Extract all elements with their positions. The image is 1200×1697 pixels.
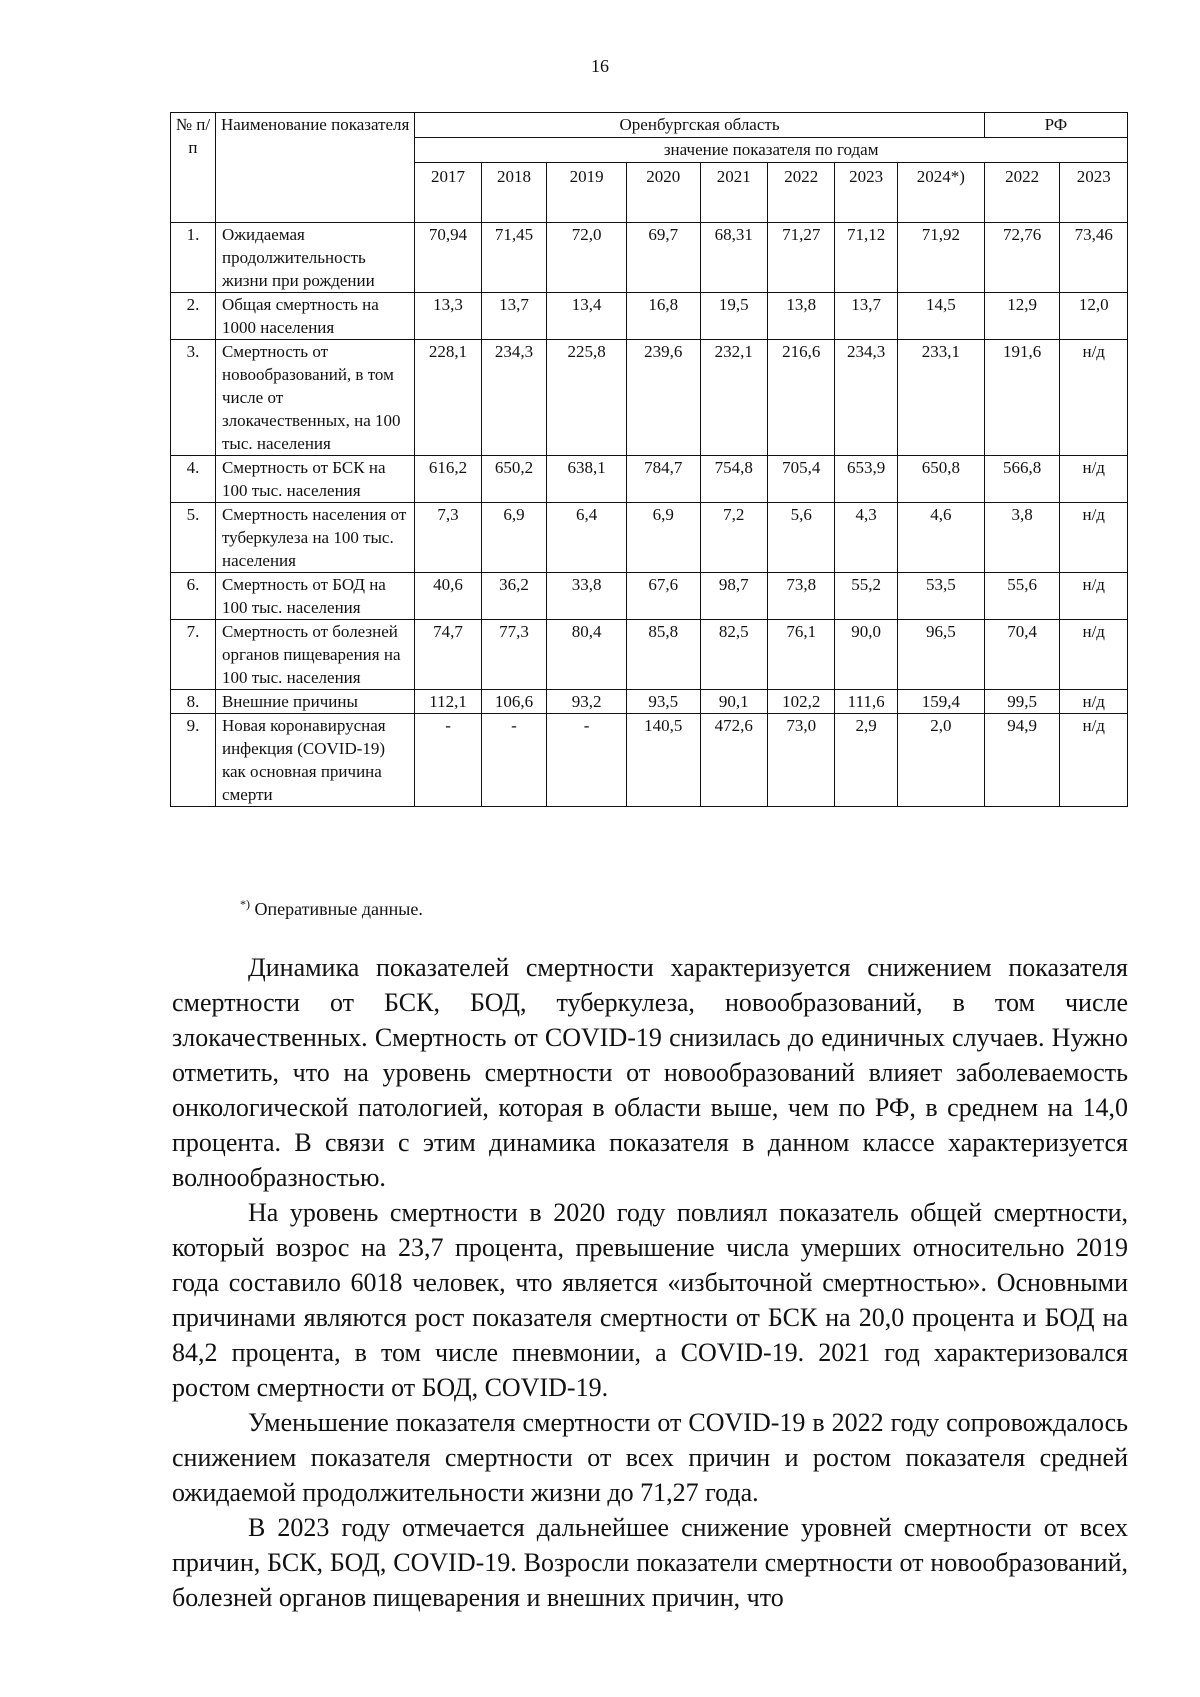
paragraph: Уменьшение показателя смертности от COVID-19 в 2022 году сопровождалось снижением показателя смертности от всех причин и ростом показателя средней ожидаемой продолжительности жизни до 71,27 года. (172, 1408, 1128, 1507)
row-indicator-name: Смертность населения от туберкулеза на 100 тыс. населения (215, 503, 414, 573)
table-cell: 40,6 (415, 573, 481, 620)
table-cell: 6,9 (481, 503, 546, 573)
table-cell: 2,9 (835, 714, 897, 807)
table-cell: 112,1 (415, 690, 481, 714)
header-year: 2024*) (897, 163, 984, 223)
table-cell: 12,9 (984, 293, 1060, 340)
paragraph: В 2023 году отмечается дальнейшее снижение уровней смертности от всех причин, БСК, БОД, COVID-19. Возросли показатели смертности от новообразований, болезней органов пищеварения и внешних причин, что (172, 1513, 1128, 1612)
table-cell: 106,6 (481, 690, 546, 714)
table-cell: 72,0 (547, 223, 627, 293)
table-cell: 67,6 (626, 573, 700, 620)
header-year: 2017 (415, 163, 481, 223)
table-cell: 650,8 (897, 456, 984, 503)
row-number: 9. (171, 714, 216, 807)
table-row (171, 573, 1128, 620)
table-cell: 73,8 (768, 573, 835, 620)
table-cell: н/д (1060, 690, 1128, 714)
table-cell: 2,0 (897, 714, 984, 807)
table-cell: 216,6 (768, 340, 835, 456)
row-number: 4. (171, 456, 216, 503)
table-cell: 90,1 (700, 690, 767, 714)
table-cell: 55,6 (984, 573, 1060, 620)
table-cell: 69,7 (626, 223, 700, 293)
table-cell: 90,0 (835, 620, 897, 690)
row-indicator-name: Смертность от БОД на 100 тыс. населения (215, 573, 414, 620)
header-year: 2022 (984, 163, 1060, 223)
table-cell: 71,45 (481, 223, 546, 293)
table-row (171, 690, 1128, 714)
table-cell: 650,2 (481, 456, 546, 503)
row-number: 2. (171, 293, 216, 340)
table-cell: 12,0 (1060, 293, 1128, 340)
paragraph: Динамика показателей смертности характеризуется снижением показателя смертности от БСК, БОД, туберкулеза, новообразований, в том числе злокачественных. Смертность от COVID-19 снизилась до единичных случаев. Нужно отметить, что на уровень смертности от новообразований влияет заболеваемость онкологической патологией, которая в области выше, чем по РФ, в среднем на 14,0 процента. В связи с этим динамика показателя в данном классе характеризуется волнообразностью. (172, 953, 1128, 1192)
table-cell: 784,7 (626, 456, 700, 503)
header-name: Наименование показателя (215, 113, 414, 223)
table-cell: 566,8 (984, 456, 1060, 503)
table-cell: 14,5 (897, 293, 984, 340)
table-cell: 99,5 (984, 690, 1060, 714)
table-cell: 239,6 (626, 340, 700, 456)
table-row (171, 503, 1128, 573)
table-cell: 93,5 (626, 690, 700, 714)
table-cell: 638,1 (547, 456, 627, 503)
table-cell: 228,1 (415, 340, 481, 456)
table-cell: н/д (1060, 714, 1128, 807)
header-year: 2020 (626, 163, 700, 223)
table-row (171, 293, 1128, 340)
row-number: 5. (171, 503, 216, 573)
header-rf: РФ (984, 113, 1127, 138)
table-cell: 96,5 (897, 620, 984, 690)
table-cell: 4,6 (897, 503, 984, 573)
table-row (171, 620, 1128, 690)
footnote-text: Оперативные данные. (250, 899, 423, 919)
table-row (171, 714, 1128, 807)
table-cell: 4,3 (835, 503, 897, 573)
table-row (171, 223, 1128, 293)
header-year: 2023 (835, 163, 897, 223)
table-cell: 7,2 (700, 503, 767, 573)
row-indicator-name: Внешние причины (215, 690, 414, 714)
row-number: 1. (171, 223, 216, 293)
table-row (171, 456, 1128, 503)
table-cell: 70,94 (415, 223, 481, 293)
page-number: 16 (591, 56, 609, 76)
table-cell: 6,4 (547, 503, 627, 573)
table-header (171, 113, 1128, 223)
table-cell: 13,8 (768, 293, 835, 340)
table-cell: 102,2 (768, 690, 835, 714)
table-cell: 94,9 (984, 714, 1060, 807)
table-cell: 71,12 (835, 223, 897, 293)
table-cell: - (481, 714, 546, 807)
table-cell: 85,8 (626, 620, 700, 690)
header-year: 2023 (1060, 163, 1128, 223)
header-year: 2019 (547, 163, 627, 223)
table-cell: 7,3 (415, 503, 481, 573)
table-cell: 705,4 (768, 456, 835, 503)
table-cell: 33,8 (547, 573, 627, 620)
row-number: 6. (171, 573, 216, 620)
table-cell: 111,6 (835, 690, 897, 714)
row-number: 3. (171, 340, 216, 456)
header-year: 2018 (481, 163, 546, 223)
row-indicator-name: Смертность от болезней органов пищеварения на 100 тыс. населения (215, 620, 414, 690)
row-indicator-name: Новая коронавирусная инфекция (COVID-19) как основная причина смерти (215, 714, 414, 807)
table-cell: 5,6 (768, 503, 835, 573)
footnote (240, 897, 423, 920)
table-cell: 754,8 (700, 456, 767, 503)
table-cell: - (547, 714, 627, 807)
header-year: 2022 (768, 163, 835, 223)
row-indicator-name: Смертность от новообразований, в том числе от злокачественных, на 100 тыс. населения (215, 340, 414, 456)
mortality-table (170, 112, 1128, 807)
header-num: № п/п (171, 113, 216, 223)
body-text (172, 950, 1128, 1615)
table-cell: 19,5 (700, 293, 767, 340)
table-cell: 191,6 (984, 340, 1060, 456)
table-body (171, 223, 1128, 807)
row-number: 8. (171, 690, 216, 714)
table-cell: н/д (1060, 456, 1128, 503)
table-row (171, 340, 1128, 456)
table-cell: 234,3 (835, 340, 897, 456)
table-cell: 76,1 (768, 620, 835, 690)
table-cell: 71,92 (897, 223, 984, 293)
table-cell: 36,2 (481, 573, 546, 620)
table-cell: 159,4 (897, 690, 984, 714)
table-cell: 73,0 (768, 714, 835, 807)
table-cell: 73,46 (1060, 223, 1128, 293)
table-cell: н/д (1060, 340, 1128, 456)
table-cell: 55,2 (835, 573, 897, 620)
table-cell: 13,7 (835, 293, 897, 340)
table-cell: 140,5 (626, 714, 700, 807)
table-cell: 82,5 (700, 620, 767, 690)
table-cell: 472,6 (700, 714, 767, 807)
table-cell: 77,3 (481, 620, 546, 690)
table-cell: н/д (1060, 573, 1128, 620)
row-number: 7. (171, 620, 216, 690)
table-cell: 3,8 (984, 503, 1060, 573)
table-cell: 68,31 (700, 223, 767, 293)
row-indicator-name: Смертность от БСК на 100 тыс. населения (215, 456, 414, 503)
table-cell: 233,1 (897, 340, 984, 456)
table-cell: 616,2 (415, 456, 481, 503)
table-cell: н/д (1060, 503, 1128, 573)
table-cell: 6,9 (626, 503, 700, 573)
header-year: 2021 (700, 163, 767, 223)
paragraph: На уровень смертности в 2020 году повлиял показатель общей смертности, который возрос на 23,7 процента, превышение числа умерших относительно 2019 года составило 6018 человек, что является «избыточной смертностью». Основными причинами являются рост показателя смертности от БСК на 20,0 процента и БОД на 84,2 процента, в том числе пневмонии, а COVID-19. 2021 год характеризовался ростом смертности от БОД, COVID-19. (172, 1198, 1128, 1402)
table-cell: н/д (1060, 620, 1128, 690)
table-cell: 225,8 (547, 340, 627, 456)
header-subtitle: значение показателя по годам (415, 138, 1128, 163)
table-cell: 16,8 (626, 293, 700, 340)
table-cell: 93,2 (547, 690, 627, 714)
table-cell: 53,5 (897, 573, 984, 620)
row-indicator-name: Общая смертность на 1000 населения (215, 293, 414, 340)
table-cell: 72,76 (984, 223, 1060, 293)
table-cell: 13,4 (547, 293, 627, 340)
table-cell: 80,4 (547, 620, 627, 690)
table-cell: 13,3 (415, 293, 481, 340)
footnote-mark: *) (240, 897, 250, 911)
table-cell: 234,3 (481, 340, 546, 456)
table-cell: - (415, 714, 481, 807)
table-cell: 98,7 (700, 573, 767, 620)
table-cell: 232,1 (700, 340, 767, 456)
table-cell: 653,9 (835, 456, 897, 503)
header-region: Оренбургская область (415, 113, 984, 138)
row-indicator-name: Ожидаемая продолжительность жизни при рождении (215, 223, 414, 293)
table-cell: 74,7 (415, 620, 481, 690)
table-cell: 13,7 (481, 293, 546, 340)
table-cell: 71,27 (768, 223, 835, 293)
table-cell: 70,4 (984, 620, 1060, 690)
